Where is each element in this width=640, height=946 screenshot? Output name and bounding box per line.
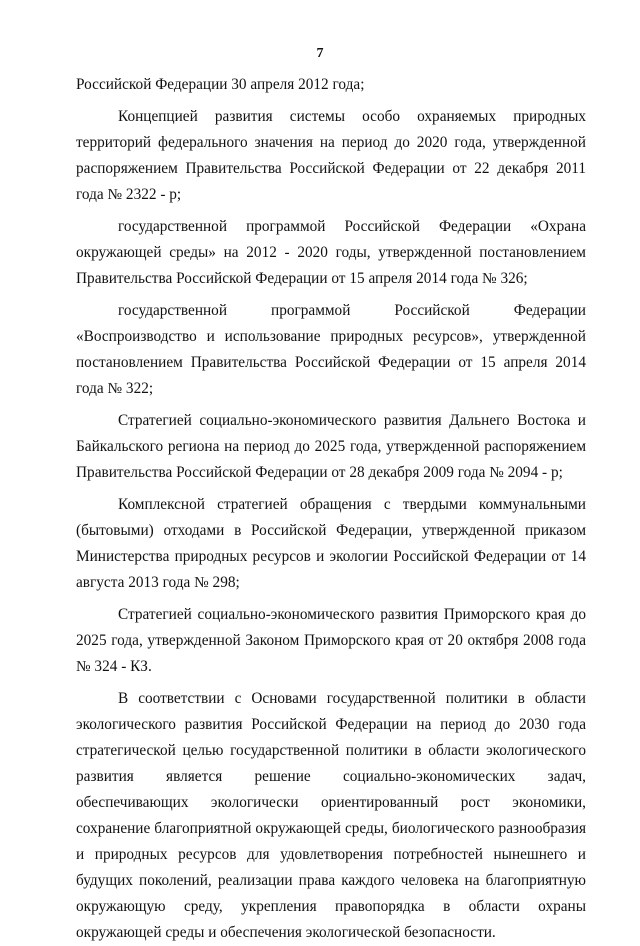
paragraph-program-natural-resources: государственной программой Российской Федерации «Воспроизводство и использование природных ресурсов», утвержденной постановлением Правительства Российской Федерации от 15 апреля 2014 года № 322; [76, 302, 586, 397]
paragraph-strategic-goal: В соответствии с Основами государственной политики в области экологического развития Российской Федерации на период до 2030 года стратегической целью государственной политики в области экологического развития является решение социально-экономических задач, обеспечивающих экологически ориентированный рост экономики, сохранение благоприятной окружающей среды, биологического разнообразия и природных ресурсов для удовлетворения потребностей нынешнего и будущих поколений, реализации права каждого человека на благоприятную окружающую среду, укрепления правопорядка в области охраны окружающей среды и обеспечения экологической безопасности. [76, 690, 586, 941]
page-number: 7 [316, 46, 324, 61]
paragraph-continuation: Российской Федерации 30 апреля 2012 года; [76, 76, 365, 93]
paragraph-concept-protected-areas: Концепцией развития системы особо охраняемых природных территорий федерального значения на период до 2020 года, утвержденной распоряжением Правительства Российской Федерации от 22 декабря 2011 года № 2322 - р; [76, 108, 586, 203]
document-body [76, 72, 586, 946]
paragraph-program-environment-protection: государственной программой Российской Федерации «Охрана окружающей среды» на 2012 - 2020 годы, утвержденной постановлением Правительства Российской Федерации от 15 апреля 2014 года № 326; [76, 218, 586, 287]
paragraph-strategy-primorsky: Стратегией социально-экономического развития Приморского края до 2025 года, утвержденной Законом Приморского края от 20 октября 2008 года № 324 - КЗ. [76, 606, 586, 675]
paragraph-strategy-far-east: Стратегией социально-экономического развития Дальнего Востока и Байкальского региона на период до 2025 года, утвержденной распоряжением Правительства Российской Федерации от 28 декабря 2009 года № 2094 - р; [76, 412, 586, 481]
paragraph-strategy-waste: Комплексной стратегией обращения с твердыми коммунальными (бытовыми) отходами в Российской Федерации, утвержденной приказом Министерства природных ресурсов и экологии Российской Федерации от 14 августа 2013 года № 298; [76, 496, 586, 591]
